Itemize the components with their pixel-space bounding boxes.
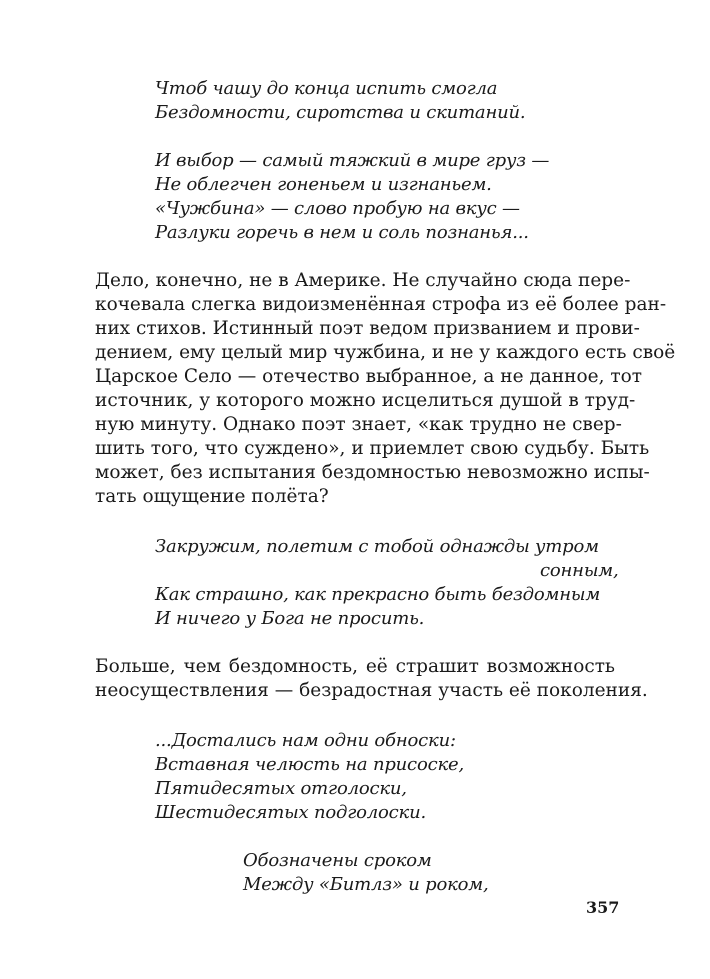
prose-line: Царское Село — отечество выбранное, а не данное, тот [95, 366, 642, 387]
verse-line: Между «Битлз» и роком, [243, 874, 489, 895]
prose-line: Больше, чем бездомность, её страшит возможность [95, 656, 615, 677]
verse-line: Закружим, полетим с тобой однажды утром [155, 536, 599, 557]
prose-line: кочевала слегка видоизменённая строфа из её более ран- [95, 294, 667, 315]
verse-line: Шестидесятых подголоски. [155, 802, 427, 823]
verse-line: Не облегчен гоненьем и изгнаньем. [155, 174, 492, 195]
verse-line: Бездомности, сиротства и скитаний. [155, 102, 526, 123]
prose-line: них стихов. Истинный поэт ведом призванием и прови- [95, 318, 640, 339]
prose-line: может, без испытания бездомностью невозможно испы- [95, 462, 650, 483]
prose-line: ную минуту. Однако поэт знает, «как трудно не свер- [95, 414, 622, 435]
verse-line: И выбор — самый тяжкий в мире груз — [155, 150, 550, 171]
verse-line: «Чужбина» — слово пробую на вкус — [155, 198, 520, 219]
prose-line: дением, ему целый мир чужбина, и не у каждого есть своё [95, 342, 676, 363]
prose-line: шить того, что суждено», и приемлет свою судьбу. Быть [95, 438, 650, 459]
page-number: 357 [586, 898, 620, 917]
verse-line: И ничего у Бога не просить. [155, 608, 425, 629]
verse-line: Обозначены сроком [243, 850, 432, 871]
verse-line: Вставная челюсть на присоске, [155, 754, 464, 775]
verse-line: Пятидесятых отголоски, [155, 778, 407, 799]
prose-line: неосуществления — безрадостная участь её поколения. [95, 680, 648, 701]
verse-line: ...Достались нам одни обноски: [155, 730, 456, 751]
verse-line: Как страшно, как прекрасно быть бездомным [155, 584, 601, 605]
prose-line: Дело, конечно, не в Америке. Не случайно сюда пере- [95, 270, 631, 291]
verse-line-continuation: сонным, [540, 560, 619, 581]
verse-line: Чтоб чашу до конца испить смогла [155, 78, 498, 99]
prose-line: тать ощущение полёта? [95, 486, 329, 507]
verse-line: Разлуки горечь в нем и соль познанья... [155, 222, 529, 243]
prose-line: источник, у которого можно исцелиться душой в труд- [95, 390, 636, 411]
